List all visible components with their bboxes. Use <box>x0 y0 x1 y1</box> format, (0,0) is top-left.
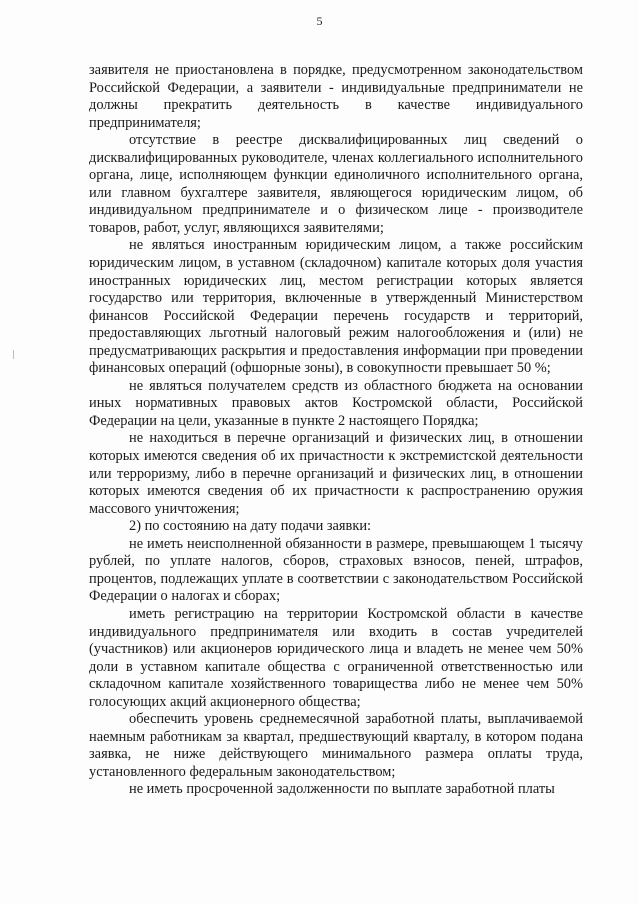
page-number: 5 <box>316 14 323 28</box>
paragraph-7: не иметь неисполненной обязанности в размере, превышающем 1 тысячу рублей, по уплате налогов, сборов, страховых взносов, пеней, штрафов, процентов, подлежащих уплате в соответствии с законодательством Российской Федерации о налогах и сборах; <box>89 535 583 605</box>
paragraph-2: отсутствие в реестре дисквалифицированных лиц сведений о дисквалифицированных руководителе, членах коллегиального исполнительного органа, лице, исполняющем функции единоличного исполнительного органа, или главном бухгалтере заявителя, являющегося юридическим лицом, об индивидуальном предпринимателе и о физическом лице - производителе товаров, работ, услуг, являющихся заявителями; <box>89 132 583 236</box>
body-text <box>89 62 583 799</box>
paragraph-5: не находиться в перечне организаций и физических лиц, в отношении которых имеются сведения об их причастности к экстремистской деятельности или терроризму, либо в перечне организаций и физических лиц, в отношении которых имеются сведения об их причастности к распространению оружия массового уничтожения; <box>89 430 583 517</box>
margin-mark <box>13 350 14 359</box>
paragraph-6: 2) по состоянию на дату подачи заявки: <box>129 518 372 535</box>
paragraph-8: иметь регистрацию на территории Костромской области в качестве индивидуального предпринимателя или входить в состав учредителей (участников) или акционеров юридического лица и владеть не менее чем 50% доли в уставном капитале общества с ограниченной ответственностью или складочном капитале хозяйственного товарищества либо не менее чем 50% голосующих акций акционерного общества; <box>89 605 583 710</box>
paragraph-4: не являться получателем средств из областного бюджета на основании иных нормативных правовых актов Костромской области, Российской Федерации на цели, указанные в пункте 2 настоящего Порядка; <box>89 377 583 429</box>
paragraph-9: обеспечить уровень среднемесячной заработной платы, выплачиваемой наемным работникам за квартал, предшествующий кварталу, в котором подана заявка, не ниже действующего минимального размера оплаты труда, установленного федеральным законодательством; <box>89 711 583 780</box>
paragraph-10: не иметь просроченной задолженности по выплате заработной платы <box>129 781 555 798</box>
paragraph-1: заявителя не приостановлена в порядке, предусмотренном законодательством Российской Федерации, а заявители - индивидуальные предприниматели не должны прекратить деятельность в качестве индивидуального предпринимателя; <box>89 62 583 131</box>
paragraph-3: не являться иностранным юридическим лицом, а также российским юридическим лицом, в уставном (складочном) капитале которых доля участия иностранных юридических лиц, местом регистрации которых является государство или территория, включенные в утвержденный Министерством финансов Российской Федерации перечень государств и территорий, предоставляющих льготный налоговый режим налогообложения и (или) не предусматривающих раскрытия и предоставления информации при проведении финансовых операций (офшорные зоны), в совокупности превышает 50 %; <box>89 237 583 377</box>
